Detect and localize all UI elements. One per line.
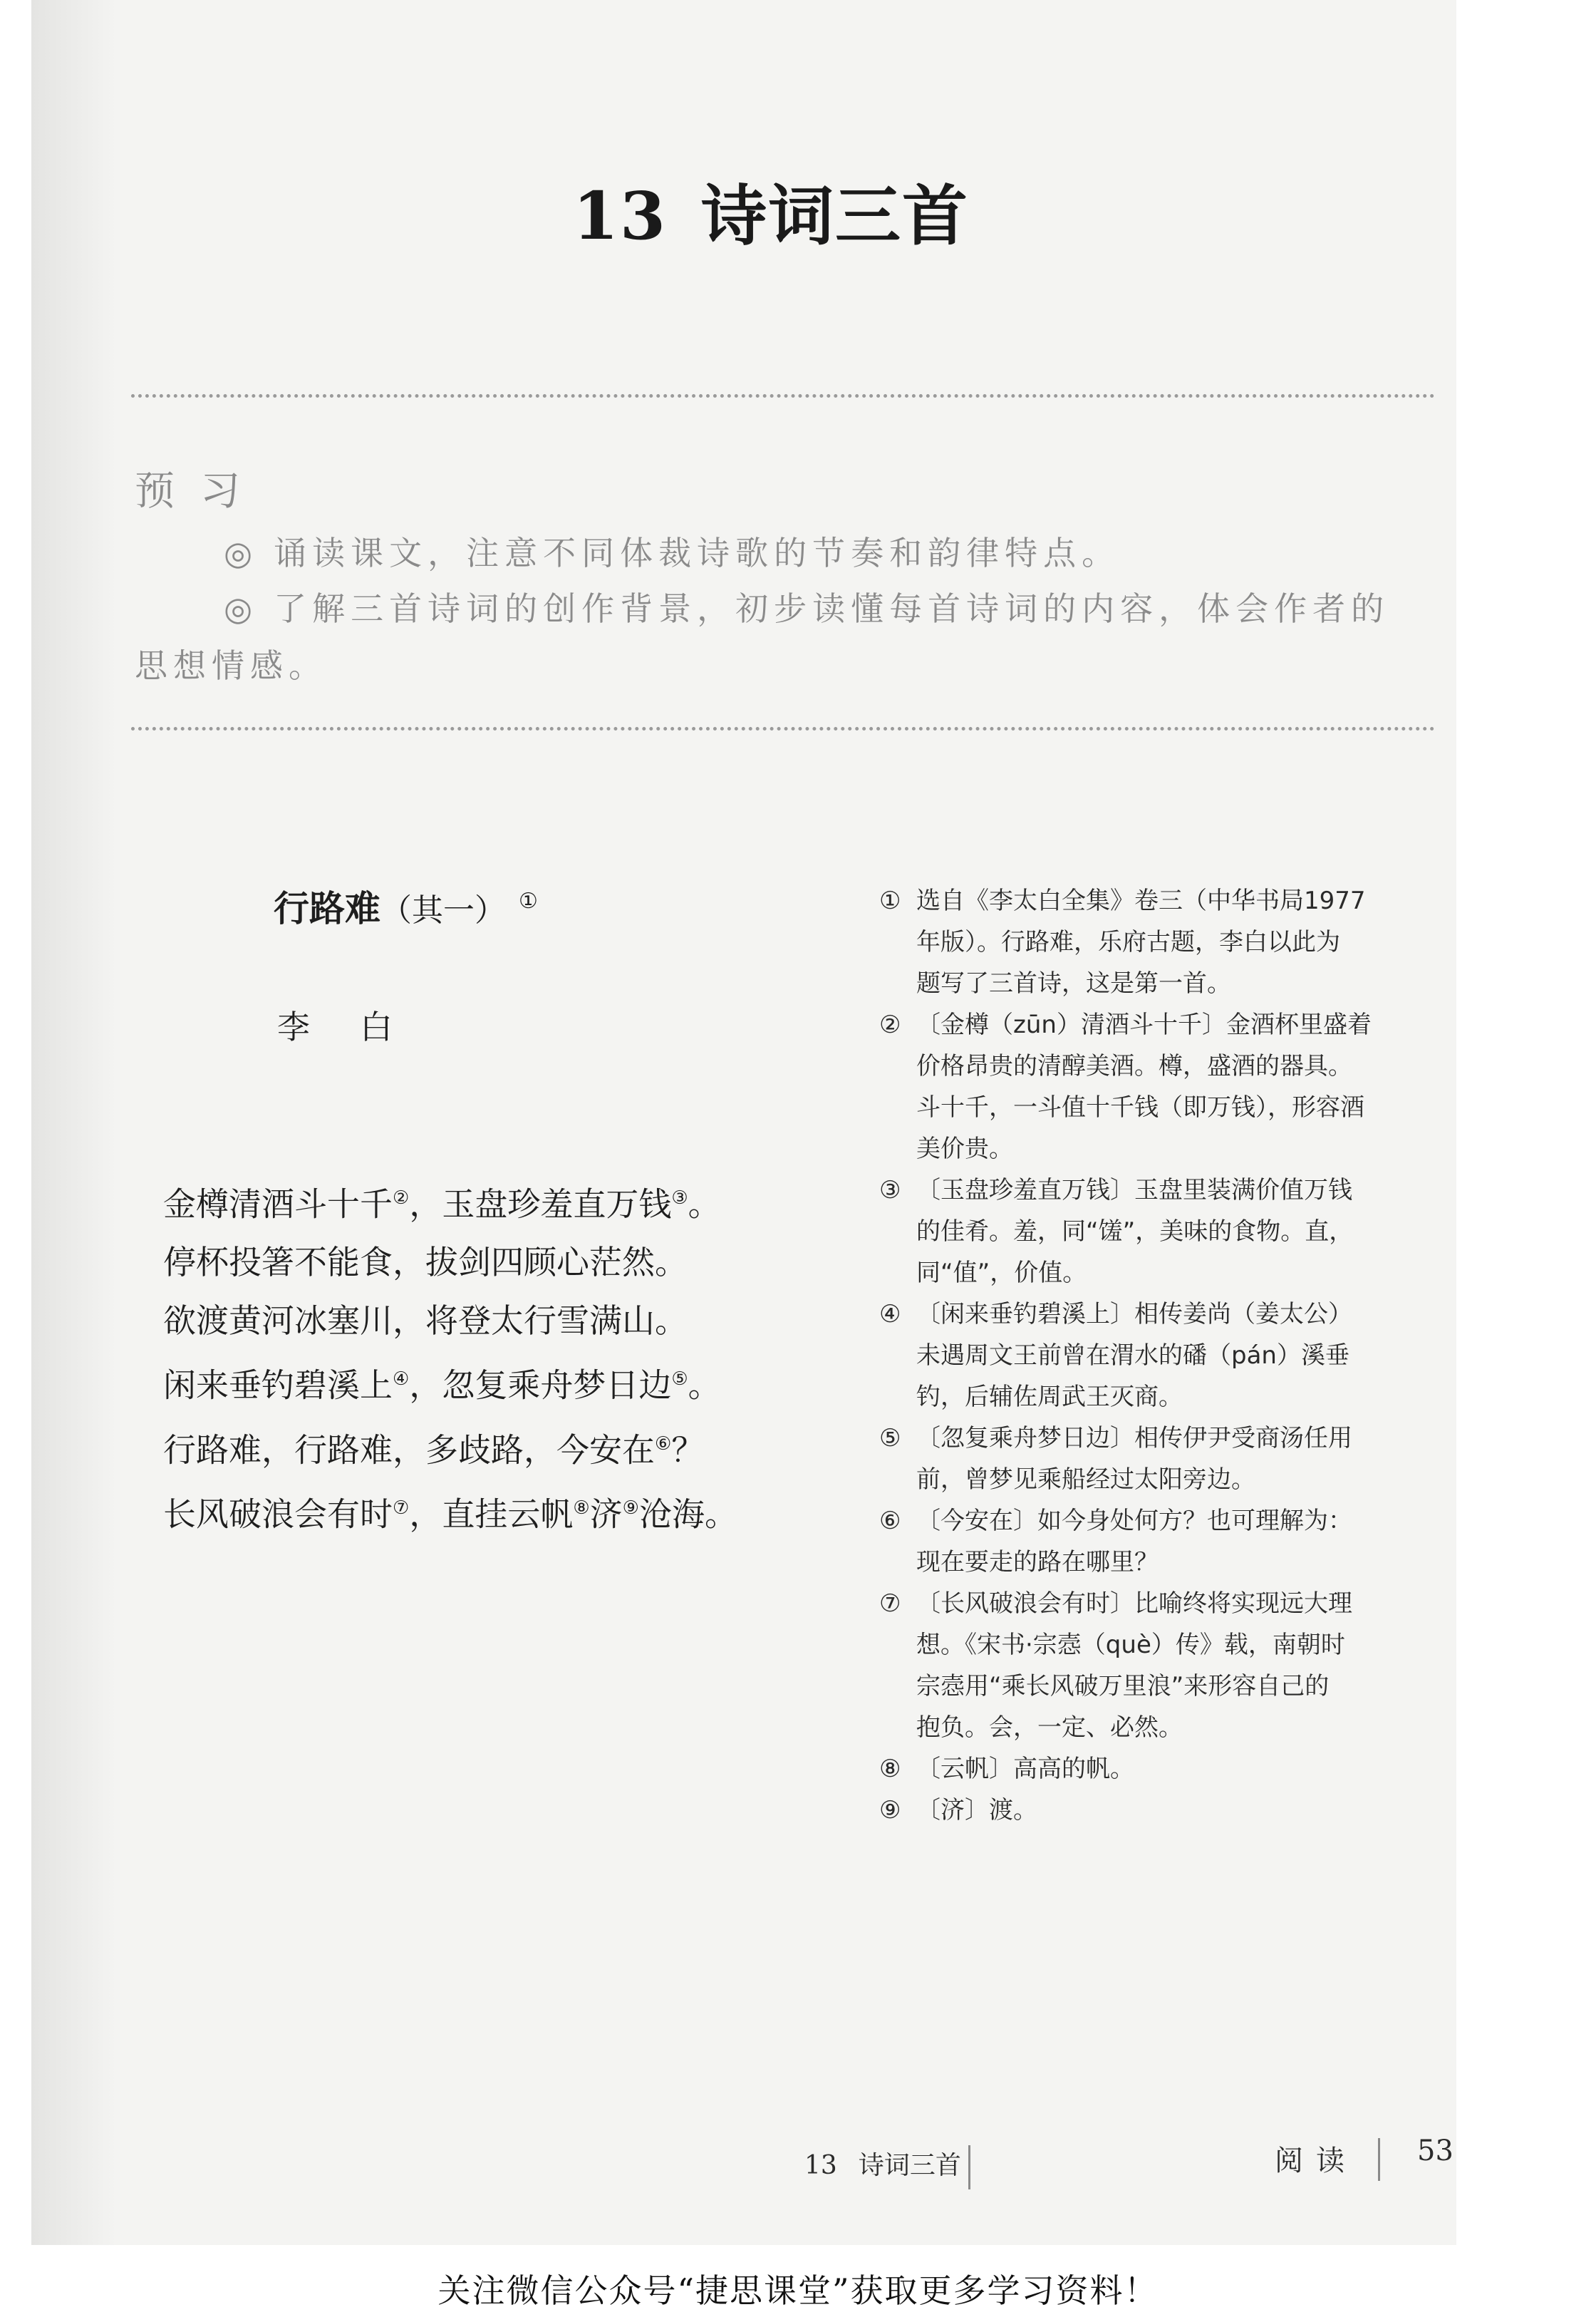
verse-text: 停杯投箸不能食，拔剑四顾心茫然。 <box>163 1243 688 1282</box>
footnote-line: 同“值”，价值。 <box>916 1259 1087 1287</box>
verse-text: 长风破浪会有时 <box>163 1495 393 1534</box>
poem-title-text: 行路难 <box>274 888 380 929</box>
preview-item-1 <box>224 527 1120 574</box>
chapter-number: 13 <box>573 177 668 254</box>
preview-item-2-continued <box>135 640 327 687</box>
note-ref: ② <box>393 1187 410 1209</box>
footnote-line: 宗悫用“乘长风破万里浪”来形容自己的 <box>916 1672 1330 1701</box>
verse-text: 金樽清酒斗十千 <box>163 1185 393 1224</box>
promo-caption: 关注微信公众号“捷思课堂”获取更多学习资料！ <box>437 2271 1159 2310</box>
dotted-divider-bottom <box>131 727 1435 731</box>
footnote-line: 美价贵。 <box>916 1135 1013 1163</box>
note-ref: ⑥ <box>655 1433 672 1455</box>
footnote <box>879 1004 1449 1170</box>
verse-line <box>163 1291 861 1350</box>
verse-text: 。 <box>688 1366 721 1405</box>
verse-text: ，玉盘珍羞直万钱 <box>409 1185 672 1224</box>
verse-text: 。 <box>688 1185 721 1224</box>
footnote-line: 未遇周文王前曾在渭水的磻（pán）溪垂 <box>916 1341 1349 1370</box>
footnote-line: 斗十千，一斗值十千钱（即万钱），形容酒 <box>916 1093 1364 1122</box>
verse-line <box>163 1415 861 1479</box>
footnote-number: ⑤ <box>879 1424 901 1452</box>
footnote-number: ⑧ <box>879 1755 901 1783</box>
footnote-number: ② <box>879 1011 901 1039</box>
verse-line <box>163 1350 861 1414</box>
verse-line <box>163 1479 861 1543</box>
preview-item-2 <box>224 583 1389 630</box>
note-ref: ⑤ <box>671 1368 688 1390</box>
footnote-line: 的佳肴。羞，同“馐”，美味的食物。直， <box>916 1217 1354 1246</box>
footnote-number: ③ <box>879 1176 901 1204</box>
preview-heading: 预习 <box>135 468 266 515</box>
footnote-line: 〔济〕渡。 <box>916 1796 1037 1825</box>
footnote <box>879 880 1449 1004</box>
poem-title <box>274 880 538 931</box>
footer-separator <box>1378 2138 1380 2181</box>
footnote <box>879 1170 1449 1294</box>
footer-separator <box>968 2145 970 2189</box>
footnote-number: ⑦ <box>879 1589 901 1618</box>
running-footer-chapter <box>804 2145 961 2182</box>
footnote-number: ① <box>879 887 901 915</box>
verse-text: ，直挂云帆 <box>409 1495 574 1534</box>
footnote-line: 〔玉盘珍羞直万钱〕玉盘里装满价值万钱 <box>916 1176 1352 1204</box>
preview-item-text: 诵读课文，注意不同体裁诗歌的节奏和韵律特点。 <box>274 534 1121 572</box>
verse-line <box>163 1233 861 1291</box>
footer-chapter-title: 诗词三首 <box>858 2151 961 2180</box>
note-ref: ⑨ <box>622 1497 639 1519</box>
footnote-line: 〔闲来垂钓碧溪上〕相传姜尚（姜太公） <box>916 1300 1352 1328</box>
footnote <box>879 1500 1449 1583</box>
footnote <box>879 1748 1449 1790</box>
footnote-number: ⑨ <box>879 1796 901 1825</box>
footnote-line: 现在要走的路在哪里？ <box>916 1548 1159 1576</box>
footnote-line: 〔长风破浪会有时〕比喻终将实现远大理 <box>916 1589 1352 1618</box>
note-ref: ⑦ <box>393 1497 410 1519</box>
note-ref: ③ <box>671 1187 688 1209</box>
textbook-page <box>31 0 1456 2245</box>
verse-text: 行路难，行路难，多歧路，今安在 <box>163 1430 655 1469</box>
preview-item-text: 思想情感。 <box>135 646 327 685</box>
page-edge-shadow <box>31 0 117 2245</box>
footnote-line: 〔金樽（zūn）清酒斗十千〕金酒杯里盛着 <box>916 1011 1372 1039</box>
footer-chapter-number: 13 <box>804 2151 837 2180</box>
verse-text: 沧海。 <box>638 1495 737 1534</box>
preview-item-text: 了解三首诗词的创作背景，初步读懂每首诗词的内容，体会作者的 <box>274 589 1390 628</box>
preview-bullet-icon: ◎ <box>224 534 259 572</box>
note-ref: ⑧ <box>573 1497 590 1519</box>
note-ref: ④ <box>393 1368 410 1390</box>
dotted-divider-top <box>131 394 1435 398</box>
footnote-line: 抱负。会，一定、必然。 <box>916 1713 1183 1742</box>
footnote-line: 〔忽复乘舟梦日边〕相传伊尹受商汤任用 <box>916 1424 1352 1452</box>
verse-text: 闲来垂钓碧溪上 <box>163 1366 393 1405</box>
poem-author: 李白 <box>277 1008 442 1046</box>
preview-bullet-icon: ◎ <box>224 589 259 628</box>
footnote-line: 〔云帆〕高高的帆。 <box>916 1755 1134 1783</box>
page-number: 53 <box>1417 2135 1454 2167</box>
footnote-line: 〔今安在〕如今身处何方？也可理解为： <box>916 1507 1352 1535</box>
footnote <box>879 1418 1449 1500</box>
footnote <box>879 1583 1449 1748</box>
footnote-number: ⑥ <box>879 1507 901 1535</box>
poem-verses <box>163 1169 861 1543</box>
chapter-title <box>573 164 969 258</box>
verse-text: ？ <box>671 1430 705 1469</box>
poem-subtitle: （其一） <box>380 892 506 929</box>
footnote-line: 钓，后辅佐周武王灭商。 <box>916 1383 1183 1411</box>
footnote <box>879 1790 1449 1831</box>
verse-text: 济 <box>589 1495 623 1534</box>
footnote-line: 想。《宋书·宗悫（què）传》载，南朝时 <box>916 1631 1345 1659</box>
poem-title-note-ref: ① <box>519 889 538 914</box>
footnote <box>879 1294 1449 1418</box>
footnote-line: 选自《李太白全集》卷三（中华书局1977 <box>916 887 1366 915</box>
footnotes <box>879 880 1449 1831</box>
footnote-number: ④ <box>879 1300 901 1328</box>
verse-line <box>163 1169 861 1233</box>
footnote-line: 题写了三首诗，这是第一首。 <box>916 969 1231 998</box>
verse-text: 欲渡黄河冰塞川，将登太行雪满山。 <box>163 1301 688 1341</box>
footnote-line: 价格昂贵的清醇美酒。樽，盛酒的器具。 <box>916 1052 1352 1080</box>
footer-section-label: 阅读 <box>1275 2145 1357 2177</box>
footnote-line: 年版）。行路难，乐府古题，李白以此为 <box>916 928 1340 956</box>
footnote-line: 前，曾梦见乘船经过太阳旁边。 <box>916 1465 1255 1494</box>
verse-text: ，忽复乘舟梦日边 <box>409 1366 672 1405</box>
chapter-title-text: 诗词三首 <box>701 177 970 254</box>
